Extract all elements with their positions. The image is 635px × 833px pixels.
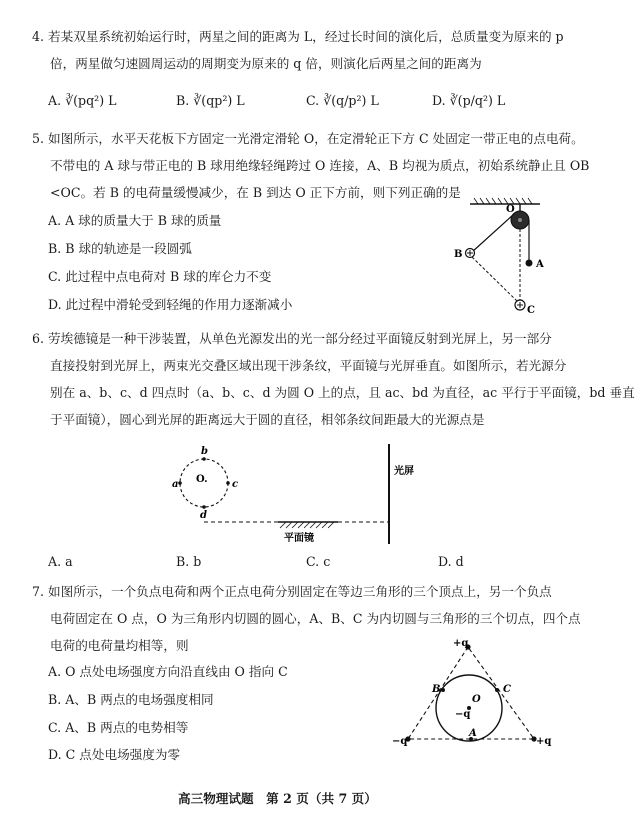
q7-stem-line2: 电荷固定在 O 点，O 为三角形内切圆的圆心，A、B、C 为内切圆与三角形的三个切点，四个点 bbox=[50, 611, 581, 626]
label-right-charge: +q bbox=[536, 736, 552, 747]
label-b: b bbox=[201, 446, 208, 457]
label-B: B bbox=[432, 684, 441, 695]
q6-stem-line3: 别在 a、b、c、d 四点时（a、b、c、d 为圆 O 上的点，且 ac、bd 为直径，ac 平行于平面镜，bd 垂直 bbox=[50, 385, 635, 400]
label-top-charge: +q bbox=[453, 638, 469, 649]
q5-stem-line3: <OC。若 B 的电荷量缓慢减少，在 B 到达 O 正下方前，则下列正确的是 bbox=[50, 185, 461, 200]
q5-option-b: B. B 球的轨迹是一段圆弧 bbox=[48, 241, 192, 256]
q7-option-c: C. A、B 两点的电势相等 bbox=[48, 720, 189, 735]
q7-option-a: A. O 点处电场强度方向沿直线由 O 指向 C bbox=[48, 664, 288, 679]
q5-option-c: C. 此过程中点电荷对 B 球的库仑力不变 bbox=[48, 269, 272, 284]
q7-option-d: D. C 点处电场强度为零 bbox=[48, 747, 181, 762]
q7-stem-line1: 7. 如图所示，一个负点电荷和两个正点电荷分别固定在等边三角形的三个顶点上，另一个负点 bbox=[32, 584, 552, 599]
q7-figure bbox=[392, 634, 560, 752]
q4-option-d: D. ∛(p/q²) L bbox=[432, 93, 506, 108]
ball-a-icon bbox=[526, 260, 533, 267]
q6-figure bbox=[160, 438, 420, 548]
q4-option-a: A. ∛(pq²) L bbox=[48, 93, 117, 108]
label-c: c bbox=[232, 479, 239, 490]
label-center-charge: −q bbox=[455, 709, 471, 720]
q5-option-d: D. 此过程中滑轮受到轻绳的作用力逐渐减小 bbox=[48, 297, 293, 312]
q4-stem-line1: 4. 若某双星系统初始运行时，两星之间的距离为 L，经过长时间的演化后，总质量变为原来的 p bbox=[32, 29, 564, 44]
label-left-charge: −q bbox=[392, 736, 408, 747]
q6-stem-line4: 于平面镜），圆心到光屏的距离远大于圆的直径，相邻条纹间距最大的光源点是 bbox=[50, 412, 485, 427]
q6-option-b: B. b bbox=[176, 554, 202, 569]
label-O: O bbox=[472, 694, 481, 705]
label-O: O bbox=[506, 204, 515, 215]
q4-option-b: B. ∛(qp²) L bbox=[176, 93, 245, 108]
q6-stem-line2: 直接投射到光屏上，两束光交叠区域出现干涉条纹，平面镜与光屏垂直。如图所示，若光源分 bbox=[50, 358, 567, 373]
ceiling-hatch bbox=[474, 198, 532, 204]
label-O: O. bbox=[196, 474, 208, 485]
page-footer: 高三物理试题 第 2 页（共 7 页） bbox=[178, 791, 377, 806]
label-mirror: 平面镜 bbox=[284, 533, 314, 544]
mirror-hatch bbox=[280, 522, 334, 528]
q5-option-a: A. A 球的质量大于 B 球的质量 bbox=[48, 213, 222, 228]
q5-stem-line1: 5. 如图所示，水平天花板下方固定一光滑定滑轮 O，在定滑轮正下方 C 处固定一带正电的点电荷。 bbox=[32, 131, 584, 146]
label-C: C bbox=[503, 684, 511, 695]
label-A: A bbox=[536, 259, 544, 270]
label-B: B bbox=[454, 249, 463, 260]
label-d: d bbox=[200, 510, 207, 521]
q5-figure bbox=[440, 198, 560, 323]
label-a: a bbox=[172, 479, 179, 490]
q4-option-c: C. ∛(q/p²) L bbox=[306, 93, 379, 108]
q6-option-c: C. c bbox=[306, 554, 331, 569]
q6-option-a: A. a bbox=[48, 554, 73, 569]
q6-option-d: D. d bbox=[438, 554, 464, 569]
label-A: A bbox=[469, 728, 477, 739]
label-C: C bbox=[527, 305, 535, 316]
label-screen: 光屏 bbox=[394, 466, 414, 477]
q7-option-b: B. A、B 两点的电场强度相同 bbox=[48, 692, 214, 707]
q5-stem-line2: 不带电的 A 球与带正电的 B 球用绝缘轻绳跨过 O 连接，A、B 均视为质点，初始系统静止且 OB bbox=[50, 158, 590, 173]
q4-stem-line2: 倍，两星做匀速圆周运动的周期变为原来的 q 倍，则演化后两星之间的距离为 bbox=[50, 56, 482, 71]
triangle bbox=[408, 647, 534, 739]
q7-stem-line3: 电荷的电荷量均相等，则 bbox=[50, 638, 189, 653]
q6-stem-line1: 6. 劳埃德镜是一种干涉装置，从单色光源发出的光一部分经过平面镜反射到光屏上，另一部分 bbox=[32, 331, 552, 346]
